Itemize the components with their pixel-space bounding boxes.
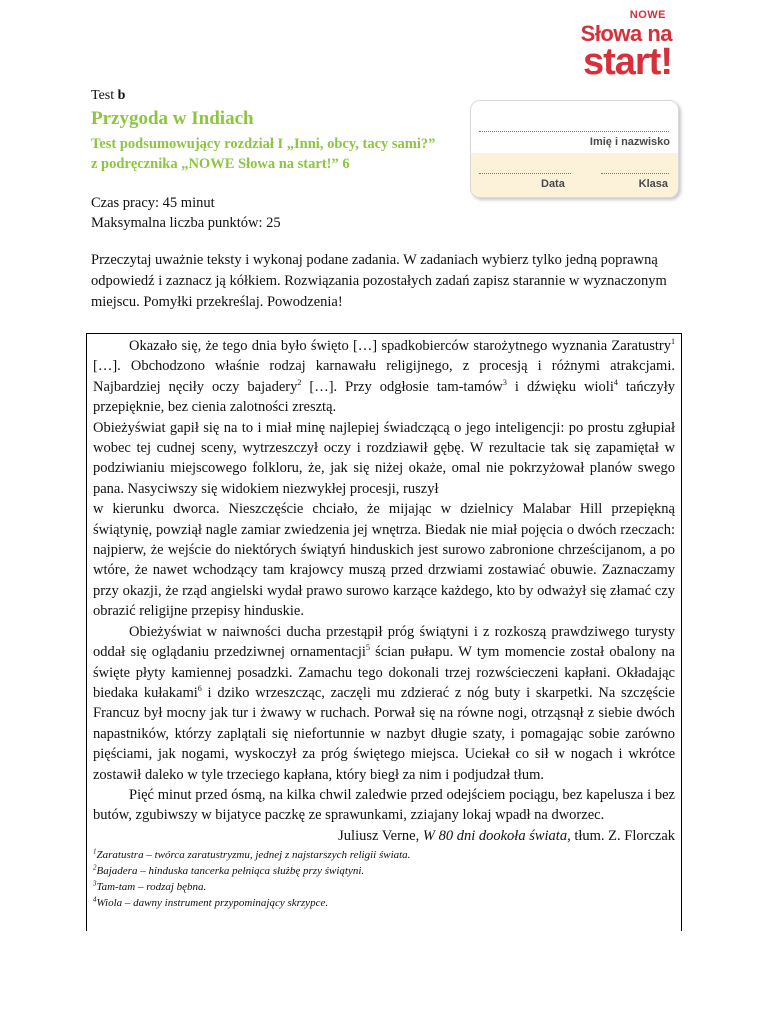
p1-text-b: […]. Obchodzono właśnie rodzaj karnawału religijnego, z procesją i różnymi atrakcjami. Najbardziej nęciły oczy bajadery	[93, 358, 675, 395]
footnote-num: 1	[93, 847, 97, 856]
brand-logo	[581, 10, 672, 81]
p1-text-d: i dźwięku wioli	[506, 378, 614, 395]
test-label	[91, 88, 441, 104]
source-citation	[93, 826, 675, 846]
class-label: Klasa	[638, 178, 668, 190]
logo-line2: start!	[582, 41, 672, 83]
instructions: Przeczytaj uważnie teksty i wykonaj podane zadania. W zadaniach wybierz tylko jedną poprawną odpowiedź i zaznacz ją kółkiem. Rozwiązania pozostałych zadań zapisz starannie w wyznaczonym miejscu. Pomyłki przekreślaj. Powodzenia!	[91, 252, 667, 310]
source-author: Juliusz Verne,	[338, 827, 423, 844]
logo-nowe: NOWE	[629, 9, 666, 21]
footnote-4	[93, 895, 675, 911]
source-title: W 80 dni dookoła świata	[422, 827, 568, 844]
reading-passage-box	[86, 333, 682, 931]
p3-text-b: ścian pułapu. W tym momencie został obalony na święte płyty kamiennej posadzki. Zamachu tego dokonali trzej rozwścieczeni kapłani. Okładając biedaka kułakami	[93, 644, 675, 701]
student-id-box	[470, 100, 679, 198]
footnote-num: 4	[93, 895, 97, 904]
test-prefix: Test	[91, 88, 118, 103]
max-points: Maksymalna liczba punktów: 25	[91, 215, 281, 231]
paragraph-2-cont: w kierunku dworca. Nieszczęście chciało, że mijając w dzielnicy Malabar Hill przepiękną świątynię, powziął nagle zamiar zwiedzenia jej wnętrza. Biedak nie miał pojęcia o dwóch rzeczach: najpierw, że wejście do niektórych świątyń hinduskich jest surowo zabronione chrześcijanom, a po wtóre, że nawet wchodzący tam krajowcy muszą przed drzwiami zostawiać obuwie. Zaznaczamy przy okazji, że rząd angielski wydał prawo surowo karzące każdego, kto by odważył się złamać czy obrazić religijne przepisy hinduskie.	[93, 501, 675, 620]
p1-text-a: Okazało się, że tego dnia było święto […] spadkobierców starożytnego wyznania Zaratustry	[129, 338, 671, 354]
footnote-ref-4: 4	[613, 377, 618, 387]
paragraph-2: Obieżyświat gapił się na to i miał minę najlepiej świadczącą o jego inteligencji: po prostu zgłupiał wobec tej cudnej sceny, wytrzeszczył oczy i rozdziawił gębę. W rezultacie tak się zapamiętał w podziwianiu miejscowego folkloru, że, jak się niżej okaże, omal nie pokrzyżował planów swego pana. Nasyciwszy się widokiem niezwykłej procesji, ruszył	[93, 419, 675, 497]
footnotes	[93, 847, 675, 911]
footnote-ref-3: 3	[502, 377, 507, 387]
date-line[interactable]	[479, 173, 571, 174]
footnote-ref-6: 6	[197, 684, 202, 694]
source-translator: , tłum. Z. Florczak	[567, 827, 675, 844]
footnote-2	[93, 863, 675, 879]
reading-passage	[93, 336, 675, 846]
p1-text-e: tańczyły przepięknie, bez cienia zalotności zresztą.	[93, 378, 675, 416]
paragraph-4: Pięć minut przed ósmą, na kilka chwil zaledwie przed odejściem pociągu, bez kapelusza i bez butów, zgubiwszy w bijatyce paczkę ze sprawunkami, zziajany lokaj wpadł na dworzec.	[93, 786, 675, 824]
footnote-3	[93, 879, 675, 895]
footnote-ref-5: 5	[365, 643, 370, 653]
logo-line1: Słowa na	[580, 21, 672, 46]
name-line[interactable]	[479, 131, 669, 132]
class-line[interactable]	[601, 173, 669, 174]
p3-text-c: i dziko wrzeszcząc, zaczęli mu zdzierać z nóg buty i skarpetki. Na szczęście Francuz był mocny jak tur i żwawy w ruchach. Porwał się na równe nogi, otrząsnął z siebie dwóch napastników, którzy zaplątali się niefortunnie w nazbyt długie szaty, i pomagając sobie zarówno pięściami, jak nogami, wyskoczył za próg świętego miejsca. Uciekał co sił w nogach i wkrótce zostawił daleko w tyle trzeciego kapłana, który biegł za nim i podjudzał tłum.	[93, 684, 675, 783]
footnote-num: 2	[93, 863, 97, 872]
footnote-num: 3	[93, 879, 97, 888]
test-meta	[91, 193, 281, 233]
footnote-ref-2: 2	[297, 377, 302, 387]
footnote-1	[93, 847, 675, 863]
date-label: Data	[541, 178, 565, 190]
footnote-text: Wiola – dawny instrument przypominający skrzypce.	[96, 896, 329, 909]
paragraph-3	[93, 622, 675, 785]
footnote-ref-1: 1	[671, 337, 675, 347]
test-title: Przygoda w Indiach	[91, 108, 254, 129]
test-letter: b	[117, 88, 126, 103]
work-time: Czas pracy: 45 minut	[91, 195, 215, 211]
footnote-text: Zaratustra – twórca zaratustryzmu, jednej z najstarszych religii świata.	[96, 848, 411, 861]
paragraph-1	[93, 336, 675, 418]
name-label: Imię i nazwisko	[589, 136, 670, 148]
p3-text-a: Obieżyświat w naiwności ducha przestąpił próg świątyni i z rozkoszą prawdziwego turysty oddał się oglądaniu przedziwnej ornamentacji	[93, 623, 675, 661]
footnote-text: Tam-tam – rodzaj bębna.	[96, 880, 207, 893]
test-header	[91, 88, 441, 174]
test-subtitle: Test podsumowujący rozdział I „Inni, obcy, tacy sami?” z podręcznika „NOWE Słowa na start!” 6	[91, 136, 436, 172]
p1-text-c: […]. Przy odgłosie tam-tamów	[301, 378, 503, 395]
date-class-row	[471, 153, 678, 197]
footnote-text: Bajadera – hinduska tancerka pełniąca służbę przy świątyni.	[96, 864, 365, 877]
